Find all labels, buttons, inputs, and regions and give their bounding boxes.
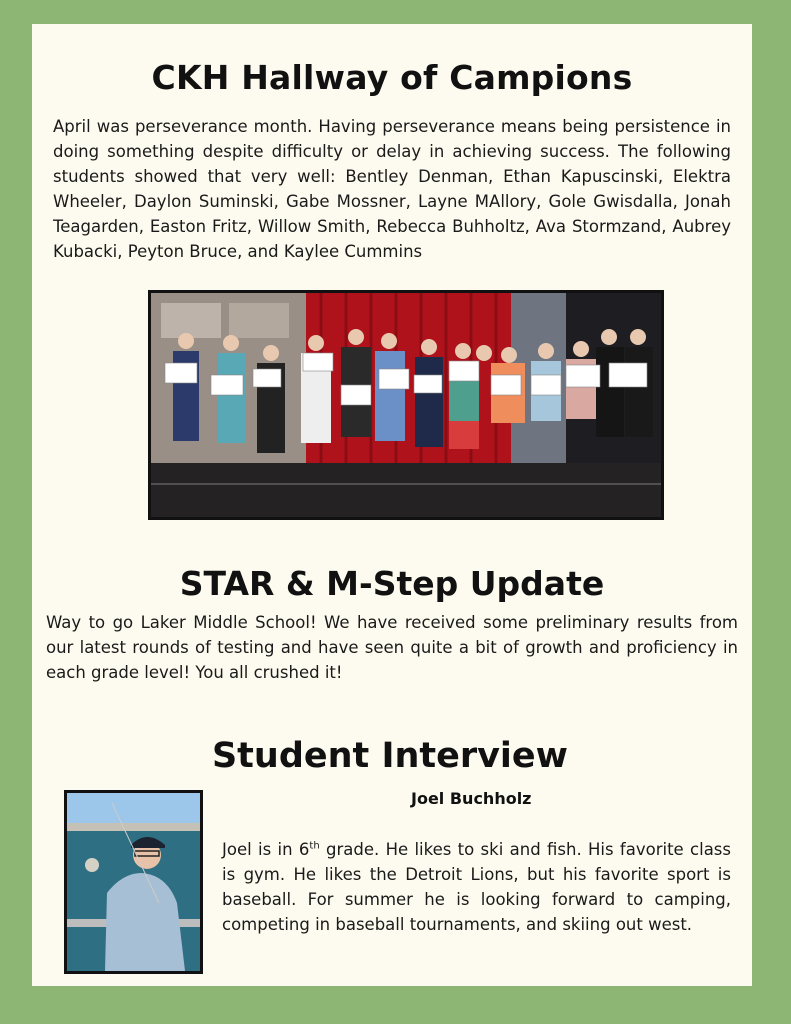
champions-title: CKH Hallway of Campions	[151, 58, 633, 97]
star-text: Way to go Laker Middle School! We have received some preliminary results from our latest rounds of testing and have seen quite a bit of growth and proficiency in each grade level! You all crushed it!	[46, 613, 738, 682]
student-name: Joel Buchholz	[411, 789, 532, 808]
ordinal-suffix: th	[309, 840, 320, 852]
champions-text: April was perseverance month. Having perseverance means being persistence in doing something despite difficulty or delay in achieving success. The following students showed that very well: Bentley Denman, Ethan Kapuscinski, Elektra Wheeler, Daylon Suminski, Gabe Mossner, Layne MAllory, Gole Gwisdalla, Jonah Teagarden, Easton Fritz, Willow Smith, Rebecca Buhholtz, Ava Stormzand, Aubrey Kubacki, Peyton Bruce, and Kaylee Cummins	[53, 117, 731, 261]
newsletter-page	[32, 24, 752, 986]
star-title: STAR & M-Step Update	[179, 564, 605, 603]
interview-text-start: Joel is in 6	[222, 840, 310, 859]
interview-text-rest: grade. He likes to ski and fish. His favorite class is gym. He likes the Detroit Lions, but his favorite sport is baseball. For summer he is looking forward to camping, competing in baseball tournaments, and skiing out west.	[222, 840, 731, 934]
interview-title: Student Interview	[211, 736, 569, 776]
student-photo	[64, 790, 203, 974]
champions-group-photo	[148, 290, 664, 520]
interview-text	[222, 837, 731, 937]
